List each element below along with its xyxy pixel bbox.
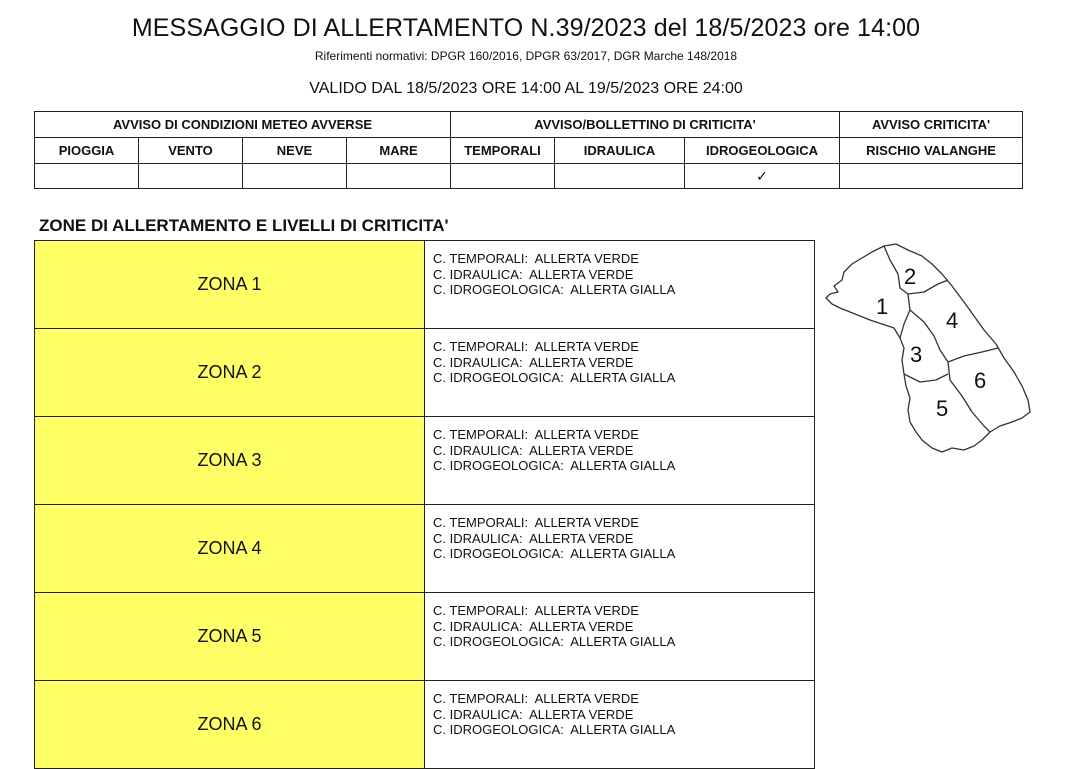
zone-name: ZONA 2 <box>35 329 425 417</box>
zone-row <box>35 681 815 769</box>
boundary-3-5 <box>904 374 948 382</box>
col-pioggia: PIOGGIA <box>35 138 139 164</box>
message-title: MESSAGGIO DI ALLERTAMENTO N.39/2023 del 18/5/2023 ore 14:00 <box>131 14 921 42</box>
zone-name: ZONA 3 <box>35 417 425 505</box>
alert-summary-table <box>34 111 1023 189</box>
zone-criticality <box>425 681 815 769</box>
map-label-3: 3 <box>910 342 923 367</box>
crit-idrogeologica: C. IDROGEOLOGICA: ALLERTA GIALLA <box>433 458 676 473</box>
validity-period: VALIDO DAL 18/5/2023 ORE 14:00 AL 19/5/2023 ORE 24:00 <box>309 80 743 97</box>
crit-idrogeologica: C. IDROGEOLOGICA: ALLERTA GIALLA <box>433 282 676 297</box>
crit-idrogeologica: C. IDROGEOLOGICA: ALLERTA GIALLA <box>433 546 676 561</box>
crit-idraulica: C. IDRAULICA: ALLERTA VERDE <box>433 618 634 634</box>
zone-row <box>35 417 815 505</box>
header-criticita: AVVISO/BOLLETTINO DI CRITICITA' <box>451 112 840 138</box>
map-label-2: 2 <box>904 264 917 289</box>
zone-criticality <box>425 593 815 681</box>
crit-temporali: C. TEMPORALI: ALLERTA VERDE <box>433 515 639 530</box>
check-temporali <box>451 164 555 189</box>
crit-temporali: C. TEMPORALI: ALLERTA VERDE <box>433 603 639 618</box>
crit-temporali: C. TEMPORALI: ALLERTA VERDE <box>433 691 639 706</box>
header-avviso-valanghe: AVVISO CRITICITA' <box>840 112 1023 138</box>
zone-name: ZONA 1 <box>35 241 425 329</box>
normative-references: Riferimenti normativi: DPGR 160/2016, DPGR 63/2017, DGR Marche 148/2018 <box>314 49 738 63</box>
crit-temporali: C. TEMPORALI: ALLERTA VERDE <box>433 427 639 442</box>
header-meteo-avverse: AVVISO DI CONDIZIONI METEO AVVERSE <box>35 112 451 138</box>
check-vento <box>139 164 243 189</box>
zones-table <box>34 240 815 769</box>
map-label-5: 5 <box>936 396 949 421</box>
crit-idraulica: C. IDRAULICA: ALLERTA VERDE <box>433 354 634 370</box>
map-label-6: 6 <box>974 368 987 393</box>
zone-row <box>35 241 815 329</box>
boundary-4-6 <box>948 348 998 362</box>
boundary-1-3 <box>900 294 910 338</box>
col-vento: VENTO <box>139 138 243 164</box>
zone-name: ZONA 5 <box>35 593 425 681</box>
check-idrogeologica: ✓ <box>685 164 840 189</box>
zone-criticality <box>425 505 815 593</box>
col-idraulica: IDRAULICA <box>555 138 685 164</box>
col-temporali: TEMPORALI <box>451 138 555 164</box>
crit-idraulica: C. IDRAULICA: ALLERTA VERDE <box>433 706 634 722</box>
check-idraulica <box>555 164 685 189</box>
zone-name: ZONA 4 <box>35 505 425 593</box>
crit-idrogeologica: C. IDROGEOLOGICA: ALLERTA GIALLA <box>433 634 676 649</box>
zone-criticality <box>425 329 815 417</box>
zones-section-title: ZONE DI ALLERTAMENTO E LIVELLI DI CRITICITA' <box>39 216 449 235</box>
check-neve <box>243 164 347 189</box>
crit-idrogeologica: C. IDROGEOLOGICA: ALLERTA GIALLA <box>433 370 676 385</box>
check-pioggia <box>35 164 139 189</box>
region-outline <box>826 244 1030 452</box>
zone-name: ZONA 6 <box>35 681 425 769</box>
zone-criticality <box>425 417 815 505</box>
zone-row <box>35 593 815 681</box>
crit-temporali: C. TEMPORALI: ALLERTA VERDE <box>433 251 639 266</box>
col-mare: MARE <box>347 138 451 164</box>
map-label-1: 1 <box>876 294 889 319</box>
col-neve: NEVE <box>243 138 347 164</box>
crit-idraulica: C. IDRAULICA: ALLERTA VERDE <box>433 266 634 282</box>
map-label-4: 4 <box>946 308 959 333</box>
zones-map <box>824 240 1034 460</box>
check-mare <box>347 164 451 189</box>
crit-temporali: C. TEMPORALI: ALLERTA VERDE <box>433 339 639 354</box>
crit-idraulica: C. IDRAULICA: ALLERTA VERDE <box>433 530 634 546</box>
zone-criticality <box>425 241 815 329</box>
check-rischio-valanghe <box>840 164 1023 189</box>
zone-row <box>35 505 815 593</box>
zone-row <box>35 329 815 417</box>
crit-idrogeologica: C. IDROGEOLOGICA: ALLERTA GIALLA <box>433 722 676 737</box>
crit-idraulica: C. IDRAULICA: ALLERTA VERDE <box>433 442 634 458</box>
col-rischio-valanghe: RISCHIO VALANGHE <box>840 138 1023 164</box>
col-idrogeologica: IDROGEOLOGICA <box>685 138 840 164</box>
